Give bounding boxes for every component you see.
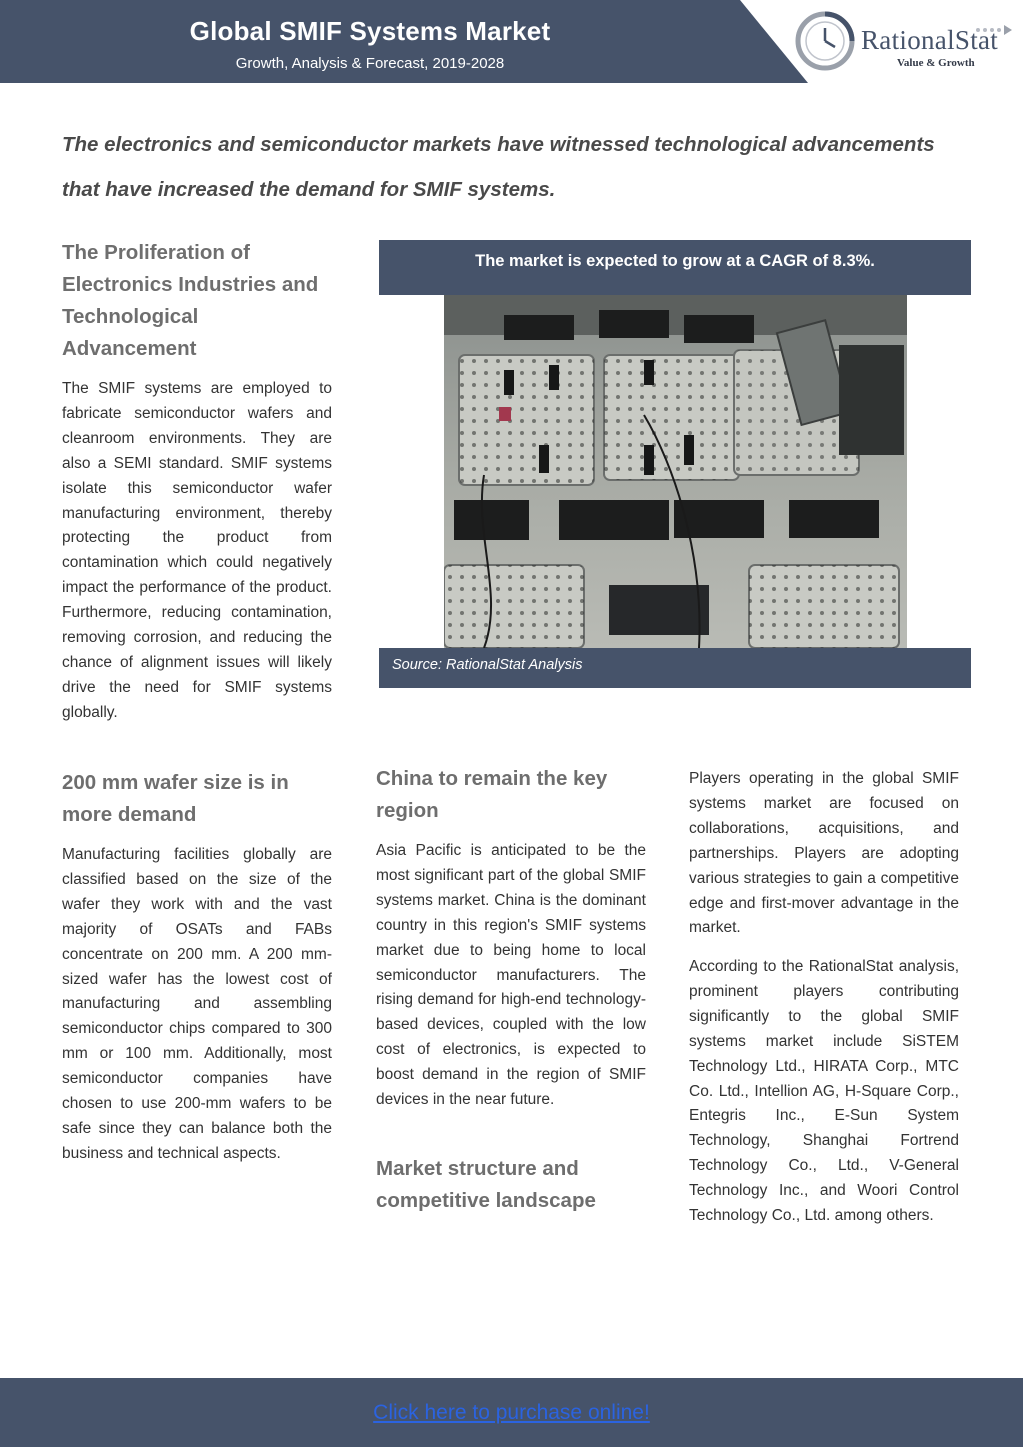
section-title-proliferation: The Proliferation of Electronics Industries and Technological Advancement xyxy=(62,241,319,360)
headline: The electronics and semiconductor markets have witnessed technological advancements that have increased the demand for SMIF systems. xyxy=(62,133,935,201)
section-body-proliferation: The SMIF systems are employed to fabricate semiconductor wafers and cleanroom environments. They are also a SEMI standard. SMIF systems isolate this semiconductor wafer manufacturing environment, thereby protecting the product from contamination which could negatively impact the performance of the product. Furthermore, reducing contamination, removing corrosion, and reducing the chance of alignment issues will likely drive the need for SMIF systems globally. xyxy=(62,380,332,721)
figure-caption: The market is expected to grow at a CAGR of 8.3%. xyxy=(379,240,971,295)
report-subtitle: Growth, Analysis & Forecast, 2019-2028 xyxy=(235,55,505,72)
section-body-china: Asia Pacific is anticipated to be the most significant part of the global SMIF systems market. China is the dominant country in this region's SMIF systems market due to being home to local semiconductor manufacturers. The rising demand for high-end technology-based devices, coupled with the low cost of electronics, is expected to boost demand in the region of SMIF devices in the near future. xyxy=(376,842,646,1109)
section-body-market-structure-2: According to the RationalStat analysis, prominent players contributing significantly to the global SMIF systems market include SiSTEM Technology Ltd., HIRATA Corp., MTC Co. Ltd., Intellion AG, H-Square Corp., Entegris Inc., E-Sun System Technology, Shanghai Fortrend Technology Co., Ltd., V-General Technology Inc., and Woori Control Technology Co., Ltd. among others. xyxy=(689,958,959,1225)
section-body-market-structure-1: Players operating in the global SMIF systems market are focused on collaborations, acquisitions, and partnerships. Players are adopting various strategies to gain a competitive edge and first-mover advantage in the market. xyxy=(689,770,959,937)
figure-source: Source: RationalStat Analysis xyxy=(392,657,583,673)
section-body-wafer-size: Manufacturing facilities globally are classified based on the size of the wafer they work with and the vast majority of OSATs and FABs concentrate on 200 mm. A 200 mm-sized wafer has the lowest cost of manufacturing and assembling semiconductor chips compared to 300 mm or 100 mm. Additionally, most semiconductor companies have chosen to use 200-mm wafers to be safe since they can balance both the business and technical aspects. xyxy=(62,846,332,1162)
section-title-china: China to remain the key region xyxy=(376,767,608,822)
smif-equipment-photo xyxy=(444,295,907,648)
section-title-market-structure: Market structure and competitive landscape xyxy=(376,1157,596,1212)
section-title-wafer-size: 200 mm wafer size is in more demand xyxy=(62,771,289,826)
logo-tagline: Value & Growth xyxy=(897,57,975,69)
report-title: Global SMIF Systems Market xyxy=(189,16,551,46)
logo-wordmark: RationalStat xyxy=(861,25,999,55)
clock-icon xyxy=(798,14,852,68)
purchase-online-link[interactable]: Click here to purchase online! xyxy=(373,1401,650,1424)
